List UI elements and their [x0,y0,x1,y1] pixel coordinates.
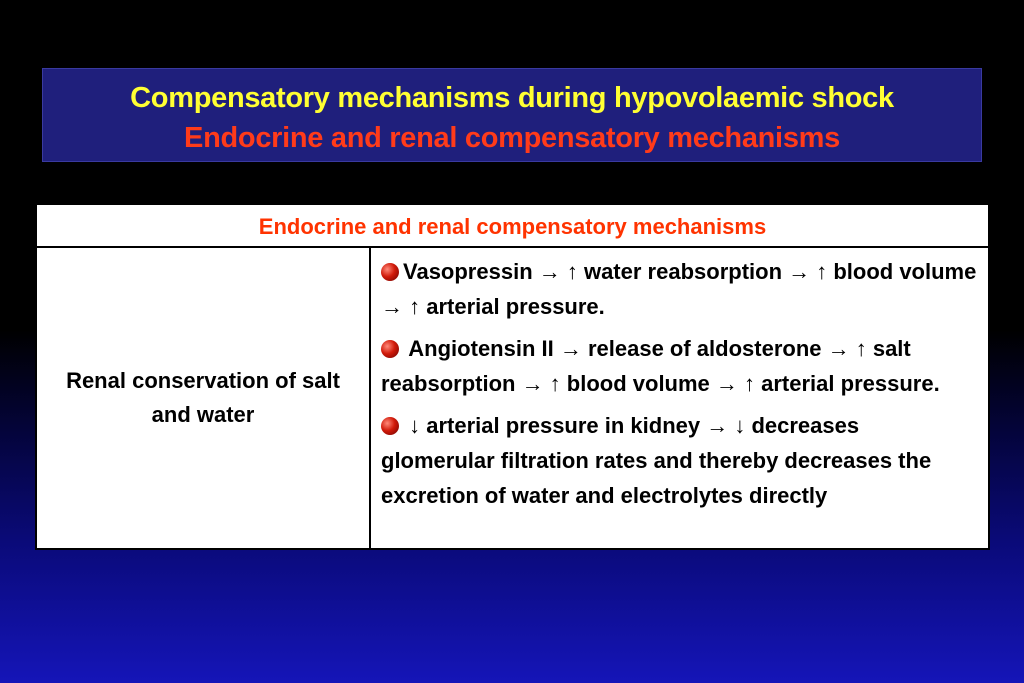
row-label-cell [37,248,371,548]
bullet-text-angiotensin: Angiotensin II → release of aldosterone → ↑ salt reabsorption → ↑ blood volume → ↑ arterial pressure. [381,336,940,396]
list-item [381,254,978,324]
mechanism-list [371,248,988,548]
list-item [381,331,978,401]
mechanisms-table [35,203,990,550]
bullet-text-vasopressin: Vasopressin → ↑ water reabsorption → ↑ blood volume → ↑ arterial pressure. [381,259,977,319]
slide-subtitle: Endocrine and renal compensatory mechanisms [184,122,840,154]
red-ball-bullet-icon [381,340,399,358]
slide-title-box [42,68,982,162]
bullet-text-kidney-pressure: ↓ arterial pressure in kidney → ↓ decreases glomerular filtration rates and thereby decreases the excretion of water and electrolytes directly [381,413,932,508]
slide-title: Compensatory mechanisms during hypovolaemic shock [130,82,894,114]
red-ball-bullet-icon [381,263,399,281]
list-item [381,408,978,513]
red-ball-bullet-icon [381,417,399,435]
row-label: Renal conservation of salt and water [66,368,340,427]
table-header: Endocrine and renal compensatory mechanisms [37,205,988,248]
